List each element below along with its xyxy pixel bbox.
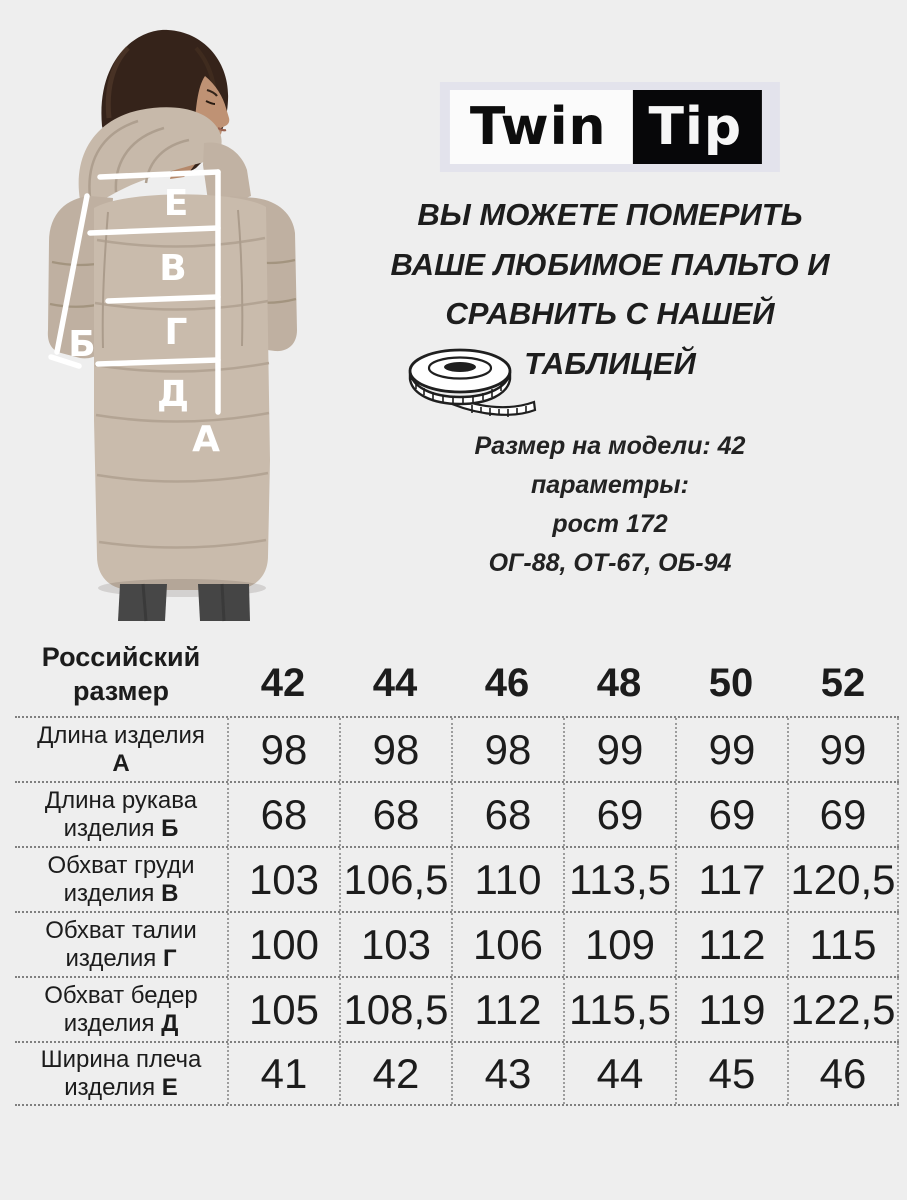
- size-value: 100: [227, 913, 339, 976]
- brand-logo: [440, 82, 780, 172]
- info-column: [330, 0, 890, 600]
- size-value: 113,5: [563, 848, 675, 911]
- model-size-line: Размер на модели: 42: [474, 432, 746, 460]
- table-row-chest: [15, 846, 899, 911]
- table-row-sleeve: [15, 781, 899, 846]
- row-label: Обхват талии изделия Г: [45, 916, 197, 972]
- measure-letter-E: Е: [163, 183, 189, 224]
- size-column-header-42: 42: [260, 661, 306, 705]
- model-measures-line: ОГ-88, ОТ-67, ОБ-94: [488, 549, 732, 577]
- model-height-line: рост 172: [552, 510, 668, 538]
- size-column-header-52: 52: [820, 661, 866, 705]
- size-value: 120,5: [787, 848, 899, 911]
- row-label: Длина изделия А: [37, 721, 205, 777]
- coat-illustration: [0, 0, 340, 622]
- row-label: Обхват бедер изделия Д: [44, 981, 198, 1037]
- table-row-shoulder: [15, 1041, 899, 1106]
- size-column-header-44: 44: [372, 661, 418, 705]
- size-value: 112: [675, 913, 787, 976]
- size-value: 42: [339, 1043, 451, 1104]
- size-value: 115: [787, 913, 899, 976]
- model-info: [330, 427, 890, 583]
- size-value: 99: [787, 718, 899, 781]
- size-table: [15, 615, 899, 1106]
- size-value: 110: [451, 848, 563, 911]
- measure-letter-D: Д: [156, 374, 190, 415]
- coat-hood: [79, 107, 222, 210]
- size-value: 98: [227, 718, 339, 781]
- row-label: Обхват груди изделия В: [47, 851, 195, 907]
- size-value: 68: [451, 783, 563, 846]
- headline-line-2: ВАШЕ ЛЮБИМОЕ ПАЛЬТО И: [390, 246, 830, 282]
- size-value: 106,5: [339, 848, 451, 911]
- row-label: Ширина плеча изделия Е: [40, 1045, 202, 1101]
- headline-line-1: ВЫ МОЖЕТЕ ПОМЕРИТЬ: [417, 197, 803, 232]
- size-value: 115,5: [563, 978, 675, 1041]
- size-value: 119: [675, 978, 787, 1041]
- size-value: 103: [227, 848, 339, 911]
- size-value: 98: [451, 718, 563, 781]
- size-column-header-50: 50: [708, 661, 754, 705]
- headline-line-4: ТАБЛИЦЕЙ: [524, 345, 696, 381]
- row-label: Длина рукава изделия Б: [44, 786, 198, 842]
- size-value: 68: [339, 783, 451, 846]
- model-params-label: параметры:: [531, 471, 689, 499]
- measure-letter-V: В: [159, 248, 187, 289]
- measuring-tape-icon: [400, 342, 540, 418]
- table-corner-header: Российский размер: [41, 642, 201, 706]
- table-row-waist: [15, 911, 899, 976]
- size-value: 99: [563, 718, 675, 781]
- measure-letter-B: Б: [68, 324, 96, 365]
- size-value: 122,5: [787, 978, 899, 1041]
- size-value: 41: [227, 1043, 339, 1104]
- coat-photo: [0, 0, 340, 622]
- size-value: 69: [563, 783, 675, 846]
- table-header-row: [15, 615, 899, 716]
- table-row-hips: [15, 976, 899, 1041]
- size-value: 99: [675, 718, 787, 781]
- measure-letter-A: А: [192, 419, 220, 460]
- size-value: 106: [451, 913, 563, 976]
- size-value: 69: [787, 783, 899, 846]
- size-value: 105: [227, 978, 339, 1041]
- size-value: 112: [451, 978, 563, 1041]
- measure-letter-G: Г: [164, 312, 188, 353]
- size-value: 68: [227, 783, 339, 846]
- size-value: 43: [451, 1043, 563, 1104]
- size-column-header-48: 48: [596, 661, 642, 705]
- brand-name-twin: Twin: [450, 90, 633, 164]
- size-value: 45: [675, 1043, 787, 1104]
- brand-name-tip: Tip: [633, 90, 763, 164]
- size-value: 98: [339, 718, 451, 781]
- size-value: 69: [675, 783, 787, 846]
- size-value: 46: [787, 1043, 899, 1104]
- size-value: 44: [563, 1043, 675, 1104]
- table-row-length: [15, 716, 899, 781]
- size-column-header-46: 46: [484, 661, 530, 705]
- headline-line-3: СРАВНИТЬ С НАШЕЙ: [445, 296, 775, 331]
- size-value: 109: [563, 913, 675, 976]
- size-value: 117: [675, 848, 787, 911]
- size-value: 108,5: [339, 978, 451, 1041]
- size-value: 103: [339, 913, 451, 976]
